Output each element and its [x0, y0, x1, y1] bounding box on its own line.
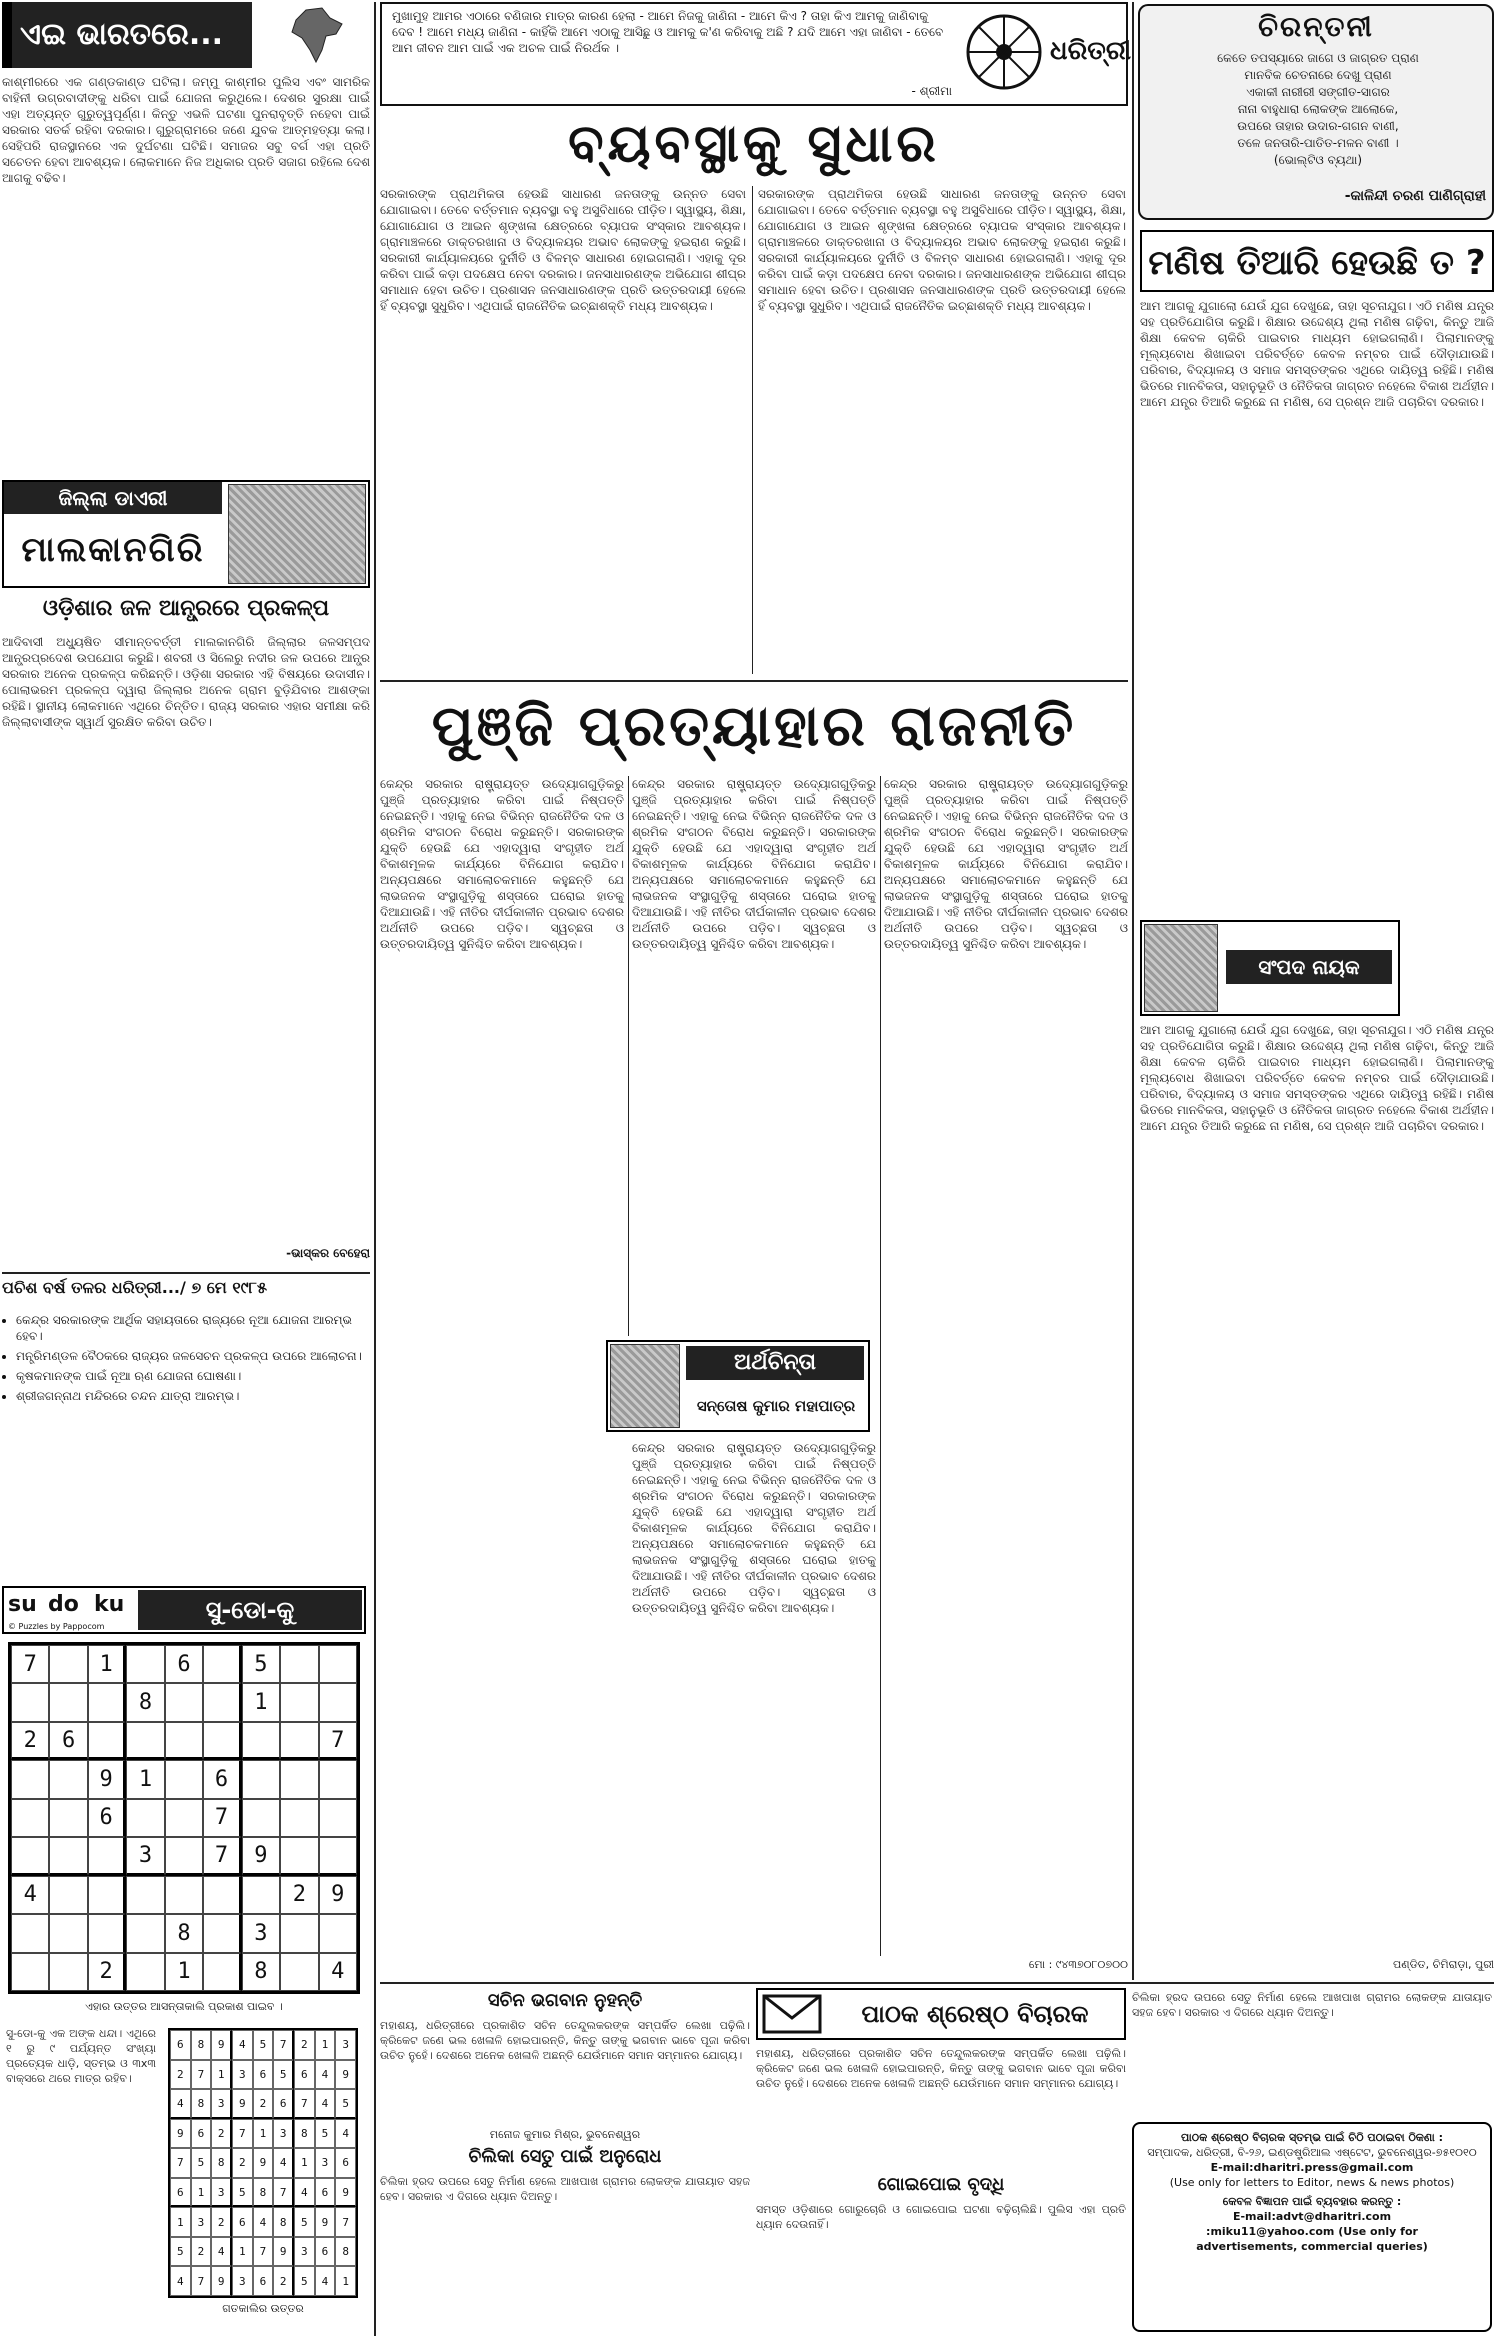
sudoku-cell: 1: [165, 1953, 203, 1991]
sudoku-cell: [319, 1683, 357, 1721]
chiranthani-box: [1138, 4, 1494, 220]
sudoku-solution-cell: 4: [294, 2178, 315, 2208]
sudoku-title-bar: [2, 1586, 366, 1634]
sudoku-cell: [280, 1645, 318, 1683]
history-item: • ମନ୍ତ୍ରିମଣ୍ଡଳ ବୈଠକରେ ରାଜ୍ୟର ଜଳସେଚନ ପ୍ରକଳ୍ପ ଉପରେ ଆଲୋଚନା।: [16, 1348, 368, 1364]
sudoku-solution-cell: 4: [315, 2060, 336, 2090]
history-item: • କେନ୍ଦ୍ର ସରକାରଙ୍କ ଆର୍ଥିକ ସହାୟତାରେ ରାଜ୍ୟରେ ନୂଆ ଯୋଜନା ଆରମ୍ଭ ହେବ।: [16, 1312, 368, 1344]
sudoku-solution-cell: 7: [273, 2178, 294, 2208]
sudoku-cell: [203, 1645, 241, 1683]
sudoku-solution-cell: 5: [170, 2237, 191, 2267]
sudoku-cell: [11, 1953, 49, 1991]
sudoku-solution-cell: 4: [170, 2089, 191, 2119]
sudoku-cell: [11, 1683, 49, 1721]
sudoku-solution-cell: 9: [273, 2237, 294, 2267]
article2-body-col2b: କେନ୍ଦ୍ର ସରକାର ରାଷ୍ଟ୍ରାୟତ୍ତ ଉଦ୍ୟୋଗଗୁଡ଼ିକରୁ ପୁଞ୍ଜି ପ୍ରତ୍ୟାହାର କରିବା ପାଇଁ ନିଷ୍ପତ୍ତି ନେଇଛନ୍ତି। ଏହାକୁ ନେଇ ବିଭିନ୍ନ ରାଜନୈତିକ ଦଳ ଓ ଶ୍ରମିକ ସଂଗଠନ ବିରୋଧ କରୁଛନ୍ତି। ସରକାରଙ୍କ ଯୁକ୍ତି ହେଉଛି ଯେ ଏହାଦ୍ୱାରା ସଂଗୃହୀତ ଅର୍ଥ ବିକାଶମୂଳକ କାର୍ଯ୍ୟରେ ବିନିଯୋଗ କରାଯିବ। ଅନ୍ୟପକ୍ଷରେ ସମାଲୋଚକମାନେ କହୁଛନ୍ତି ଯେ ଲାଭଜନକ ସଂସ୍ଥାଗୁଡ଼ିକୁ ଶସ୍ତାରେ ଘରୋଇ ହାତକୁ ଦିଆଯାଉଛି। ଏହି ନୀତିର ଦୀର୍ଘକାଳୀନ ପ୍ରଭାବ ଦେଶର ଅର୍ଥନୀତି ଉପରେ ପଡ଼ିବ। ସ୍ୱଚ୍ଛତା ଓ ଉତ୍ତରଦାୟିତ୍ୱ ସୁନିଶ୍ଚିତ କରିବା ଆବଶ୍ୟକ।: [632, 1441, 876, 1615]
district-label: ଜିଲ୍ଲା ଡାଏରୀ: [4, 482, 222, 514]
sudoku-solution-cell: 2: [273, 2266, 294, 2296]
sudoku-solution-cell: 4: [211, 2237, 232, 2267]
sudoku-solution-cell: 6: [232, 2207, 253, 2237]
sudoku-solution-cell: 6: [294, 2060, 315, 2090]
sudoku-solution-cell: 7: [191, 2060, 212, 2090]
article2-body-col2: କେନ୍ଦ୍ର ସରକାର ରାଷ୍ଟ୍ରାୟତ୍ତ ଉଦ୍ୟୋଗଗୁଡ଼ିକରୁ ପୁଞ୍ଜି ପ୍ରତ୍ୟାହାର କରିବା ପାଇଁ ନିଷ୍ପତ୍ତି ନେଇଛନ୍ତି। ଏହାକୁ ନେଇ ବିଭିନ୍ନ ରାଜନୈତିକ ଦଳ ଓ ଶ୍ରମିକ ସଂଗଠନ ବିରୋଧ କରୁଛନ୍ତି। ସରକାରଙ୍କ ଯୁକ୍ତି ହେଉଛି ଯେ ଏହାଦ୍ୱାରା ସଂଗୃହୀତ ଅର୍ଥ ବିକାଶମୂଳକ କାର୍ଯ୍ୟରେ ବିନିଯୋଗ କରାଯିବ। ଅନ୍ୟପକ୍ଷରେ ସମାଲୋଚକମାନେ କହୁଛନ୍ତି ଯେ ଲାଭଜନକ ସଂସ୍ଥାଗୁଡ଼ିକୁ ଶସ୍ତାରେ ଘରୋଇ ହାତକୁ ଦିଆଯାଉଛି। ଏହି ନୀତିର ଦୀର୍ଘକାଳୀନ ପ୍ରଭାବ ଦେଶର ଅର୍ଥନୀତି ଉପରେ ପଡ଼ିବ। ସ୍ୱଚ୍ଛତା ଓ ଉତ୍ତରଦାୟିତ୍ୱ ସୁନିଶ୍ଚିତ କରିବା ଆବଶ୍ୟକ।: [632, 777, 876, 951]
quote-author: - ଶ୍ରୀମା: [911, 84, 952, 98]
sudoku-solution-cell: 8: [253, 2178, 274, 2208]
sudoku-cell: [126, 1953, 164, 1991]
right-article-body-2: ଆମ ଆଗକୁ ଯୁଗାଲୋ ଯେଉଁ ଯୁଗ ଦେଖୁଛେ, ତାହା ସୂଚନାଯୁଗ। ଏଠି ମଣିଷ ଯନ୍ତ୍ର ସହ ପ୍ରତିଯୋଗିତା କରୁଛି। ଶିକ୍ଷାର ଉଦ୍ଦେଶ୍ୟ ଥିଲା ମଣିଷ ଗଢ଼ିବା, କିନ୍ତୁ ଆଜି ଶିକ୍ଷା କେବଳ ଚାକିରି ପାଇବାର ମାଧ୍ୟମ ହୋଇଗଲାଣି। ପିଲାମାନଙ୍କୁ ମୂଲ୍ୟବୋଧ ଶିଖାଇବା ପରିବର୍ତ୍ତେ କେବଳ ନମ୍ବର ପାଇଁ ଦୌଡ଼ାଯାଉଛି। ପରିବାର, ବିଦ୍ୟାଳୟ ଓ ସମାଜ ସମସ୍ତଙ୍କର ଏଥିରେ ଦାୟିତ୍ୱ ରହିଛି। ମଣିଷ ଭିତରେ ମାନବିକତା, ସହାନୁଭୂତି ଓ ନୈତିକତା ଜାଗ୍ରତ ନହେଲେ ବିକାଶ ଅର୍ଥହୀନ। ଆମେ ଯନ୍ତ୍ର ତିଆରି କରୁଛେ ନା ମଣିଷ, ସେ ପ୍ରଶ୍ନ ଆଜି ପଚାରିବା ଦରକାର।: [1140, 1023, 1494, 1133]
sudoku-cell: 6: [165, 1645, 203, 1683]
contact-email-editor[interactable]: E-mail:dharitri.press@gmail.com: [1210, 2161, 1414, 2174]
sudoku-cell: [319, 1760, 357, 1798]
author-photo: [1144, 924, 1218, 1012]
sudoku-title-ku: ku: [94, 1592, 125, 1617]
sudoku-solution-cell: 4: [253, 2207, 274, 2237]
sudoku-cell: [319, 1799, 357, 1837]
contact-email-editor-note: (Use only for letters to Editor, news & news photos): [1169, 2176, 1455, 2189]
sudoku-solution-cell: 6: [273, 2089, 294, 2119]
sudoku-cell: [165, 1799, 203, 1837]
sudoku-cell: [242, 1876, 280, 1914]
sudoku-solution-cell: 5: [273, 2060, 294, 2090]
sudoku-solution-cell: 6: [253, 2060, 274, 2090]
chiranthani-author: -କାଳିନ୍ଦୀ ଚରଣ ପାଣିଗ୍ରାହୀ: [1344, 188, 1486, 204]
sudoku-cell: [49, 1799, 87, 1837]
contact-intro: ପାଠକ ଶ୍ରେଷ୍ଠ ବିଚାରକ ସ୍ତମ୍ଭ ପାଇଁ ଚିଠି ପଠାଇବା ଠିକଣା :: [1181, 2131, 1443, 2144]
sudoku-solution-cell: 3: [232, 2060, 253, 2090]
letters-col3-body: ଚିଲିକା ହ୍ରଦ ଉପରେ ସେତୁ ନିର୍ମାଣ ହେଲେ ଆଖପାଖ ଗ୍ରାମର ଲୋକଙ୍କ ଯାତାୟାତ ସହଜ ହେବ। ସରକାର ଏ ଦିଗରେ ଧ୍ୟାନ ଦିଅନ୍ତୁ।: [1132, 1991, 1492, 2019]
sudoku-cell: 8: [165, 1914, 203, 1952]
sudoku-cell: 2: [11, 1722, 49, 1760]
sudoku-solution-cell: 5: [294, 2207, 315, 2237]
district-diary: [2, 480, 370, 588]
sudoku-cell: [49, 1837, 87, 1875]
sudoku-solution-cell: 9: [335, 2178, 356, 2208]
sudoku-rules: ସୁ-ଡୋ-କୁ ଏକ ଅଙ୍କ ଧନ୍ଦା। ଏଥିରେ ୧ ରୁ ୯ ପର୍ଯ୍ୟନ୍ତ ସଂଖ୍ୟା ପ୍ରତ୍ୟେକ ଧାଡ଼ି, ସ୍ତମ୍ଭ ଓ ୩x୩ ବାକ୍ସରେ ଥରେ ମାତ୍ର ରହିବ।: [6, 2027, 156, 2085]
letters-section: [380, 1986, 1494, 2336]
sudoku-solution-cell: 8: [273, 2207, 294, 2237]
article2-body-col3: କେନ୍ଦ୍ର ସରକାର ରାଷ୍ଟ୍ରାୟତ୍ତ ଉଦ୍ୟୋଗଗୁଡ଼ିକରୁ ପୁଞ୍ଜି ପ୍ରତ୍ୟାହାର କରିବା ପାଇଁ ନିଷ୍ପତ୍ତି ନେଇଛନ୍ତି। ଏହାକୁ ନେଇ ବିଭିନ୍ନ ରାଜନୈତିକ ଦଳ ଓ ଶ୍ରମିକ ସଂଗଠନ ବିରୋଧ କରୁଛନ୍ତି। ସରକାରଙ୍କ ଯୁକ୍ତି ହେଉଛି ଯେ ଏହାଦ୍ୱାରା ସଂଗୃହୀତ ଅର୍ଥ ବିକାଶମୂଳକ କାର୍ଯ୍ୟରେ ବିନିଯୋଗ କରାଯିବ। ଅନ୍ୟପକ୍ଷରେ ସମାଲୋଚକମାନେ କହୁଛନ୍ତି ଯେ ଲାଭଜନକ ସଂସ୍ଥାଗୁଡ଼ିକୁ ଶସ୍ତାରେ ଘରୋଇ ହାତକୁ ଦିଆଯାଉଛି। ଏହି ନୀତିର ଦୀର୍ଘକାଳୀନ ପ୍ରଭାବ ଦେଶର ଅର୍ଥନୀତି ଉପରେ ପଡ଼ିବ। ସ୍ୱଚ୍ଛତା ଓ ଉତ୍ତରଦାୟିତ୍ୱ ସୁନିଶ୍ଚିତ କରିବା ଆବଶ୍ୟକ।: [884, 777, 1128, 951]
sudoku-cell: 3: [126, 1837, 164, 1875]
sudoku-solution-cell: 6: [335, 2148, 356, 2178]
sudoku-cell: [126, 1645, 164, 1683]
sudoku-cell: 1: [242, 1683, 280, 1721]
right-author-label: ସଂପଦ ନାୟକ: [1226, 950, 1392, 984]
right-article-body: ଆମ ଆଗକୁ ଯୁଗାଲୋ ଯେଉଁ ଯୁଗ ଦେଖୁଛେ, ତାହା ସୂଚନାଯୁଗ। ଏଠି ମଣିଷ ଯନ୍ତ୍ର ସହ ପ୍ରତିଯୋଗିତା କରୁଛି। ଶିକ୍ଷାର ଉଦ୍ଦେଶ୍ୟ ଥିଲା ମଣିଷ ଗଢ଼ିବା, କିନ୍ତୁ ଆଜି ଶିକ୍ଷା କେବଳ ଚାକିରି ପାଇବାର ମାଧ୍ୟମ ହୋଇଗଲାଣି। ପିଲାମାନଙ୍କୁ ମୂଲ୍ୟବୋଧ ଶିଖାଇବା ପରିବର୍ତ୍ତେ କେବଳ ନମ୍ବର ପାଇଁ ଦୌଡ଼ାଯାଉଛି। ପରିବାର, ବିଦ୍ୟାଳୟ ଓ ସମାଜ ସମସ୍ତଙ୍କର ଏଥିରେ ଦାୟିତ୍ୱ ରହିଛି। ମଣିଷ ଭିତରେ ମାନବିକତା, ସହାନୁଭୂତି ଓ ନୈତିକତା ଜାଗ୍ରତ ନହେଲେ ବିକାଶ ଅର୍ଥହୀନ। ଆମେ ଯନ୍ତ୍ର ତିଆରି କରୁଛେ ନା ମଣିଷ, ସେ ପ୍ରଶ୍ନ ଆଜି ପଚାରିବା ଦରକାର।: [1140, 299, 1494, 409]
sudoku-solution-cell: 4: [335, 2119, 356, 2149]
sudoku-cell: [203, 1683, 241, 1721]
sudoku-title-odia: ସୁ-ଡୋ-କୁ: [138, 1590, 362, 1630]
sudoku-cell: 1: [88, 1645, 126, 1683]
editorial-body-col2: ସରକାରଙ୍କ ପ୍ରାଥମିକତା ହେଉଛି ସାଧାରଣ ଜନତାଙ୍କୁ ଉନ୍ନତ ସେବା ଯୋଗାଇବା। ତେବେ ବର୍ତ୍ତମାନ ବ୍ୟବସ୍ଥା ବହୁ ଅସୁବିଧାରେ ପୀଡ଼ିତ। ସ୍ୱାସ୍ଥ୍ୟ, ଶିକ୍ଷା, ଯୋଗାଯୋଗ ଓ ଆଇନ ଶୃଙ୍ଖଳା କ୍ଷେତ୍ରରେ ବ୍ୟାପକ ସଂସ୍କାର ଆବଶ୍ୟକ। ଗ୍ରାମାଞ୍ଚଳରେ ଡାକ୍ତରଖାନା ଓ ବିଦ୍ୟାଳୟର ଅଭାବ ଲୋକଙ୍କୁ ହଇରାଣ କରୁଛି। ସରକାରୀ କାର୍ଯ୍ୟାଳୟରେ ଦୁର୍ନୀତି ଓ ବିଳମ୍ବ ସାଧାରଣ ହୋଇଗଲାଣି। ଏହାକୁ ଦୂର କରିବା ପାଇଁ କଡ଼ା ପଦକ୍ଷେପ ନେବା ଦରକାର। ଜନସାଧାରଣଙ୍କ ଅଭିଯୋଗ ଶୀଘ୍ର ସମାଧାନ ହେବା ଉଚିତ। ପ୍ରଶାସନ ଜନସାଧାରଣଙ୍କ ପ୍ରତି ଉତ୍ତରଦାୟୀ ହେଲେ ହିଁ ବ୍ୟବସ୍ଥା ସୁଧୁରିବ। ଏଥିପାଇଁ ରାଜନୈତିକ ଇଚ୍ଛାଶକ୍ତି ମଧ୍ୟ ଆବଶ୍ୟକ।: [758, 187, 1126, 313]
sudoku-cell: [11, 1837, 49, 1875]
sudoku-cell: [88, 1683, 126, 1721]
sudoku-solution-cell: 9: [211, 2030, 232, 2060]
sudoku-solution-cell: 2: [294, 2030, 315, 2060]
india-map-icon: [286, 6, 346, 64]
sudoku-solution-cell: 7: [294, 2089, 315, 2119]
sudoku-cell: [88, 1837, 126, 1875]
sudoku-solution-label: ଗତକାଲିର ଉତ୍ତର: [222, 2302, 304, 2315]
sudoku-cell: [319, 1837, 357, 1875]
sudoku-solution-cell: 3: [191, 2207, 212, 2237]
letter2-body: ଚିଲିକା ହ୍ରଦ ଉପରେ ସେତୁ ନିର୍ମାଣ ହେଲେ ଆଖପାଖ ଗ୍ରାମର ଲୋକଙ୍କ ଯାତାୟାତ ସହଜ ହେବ। ସରକାର ଏ ଦିଗରେ ଧ୍ୟାନ ଦିଅନ୍ତୁ।: [380, 2175, 750, 2203]
best-reader-body: ମହାଶୟ, ଧରିତ୍ରୀରେ ପ୍ରକାଶିତ ସଚିନ ତେନ୍ଦୁଲକରଙ୍କ ସମ୍ପର୍କିତ ଲେଖା ପଢ଼ିଲି। କ୍ରିକେଟ ଜଣେ ଭଲ ଖେଳାଳି ହୋଇପାରନ୍ତି, କିନ୍ତୁ ତାଙ୍କୁ ଭଗବାନ ଭାବେ ପୂଜା କରିବା ଉଚିତ ନୁହେଁ। ଦେଶରେ ଅନେକ ଖେଳାଳି ଅଛନ୍ତି ଯେଉଁମାନେ ସମାନ ସମ୍ମାନର ଯୋଗ୍ୟ।: [756, 2047, 1126, 2090]
sudoku-cell: [165, 1683, 203, 1721]
sudoku-cell: 8: [242, 1953, 280, 1991]
sudoku-solution-cell: 6: [170, 2030, 191, 2060]
sudoku-cell: 2: [88, 1953, 126, 1991]
letter1-title: ସଚିନ ଭଗବାନ ନୁହନ୍ତି: [487, 1990, 643, 2011]
sudoku-solution-cell: 9: [335, 2060, 356, 2090]
sudoku-solution-cell: 1: [211, 2060, 232, 2090]
sudoku-cell: [49, 1683, 87, 1721]
sudoku-cell: [280, 1683, 318, 1721]
sudoku-solution-cell: 2: [253, 2089, 274, 2119]
sudoku-solution-cell: 7: [273, 2030, 294, 2060]
column-eibharatare: [2, 2, 370, 472]
sudoku-solution-cell: 4: [315, 2089, 336, 2119]
sudoku-cell: [280, 1837, 318, 1875]
chiranthani-title: ଚିରନ୍ତନୀ: [1258, 10, 1374, 43]
contact-address: ସମ୍ପାଦକ, ଧରିତ୍ରୀ, ବି-୨୬, ଇଣ୍ଡଷ୍ଟ୍ରିଆଲ ଏଷ୍ଟେଟ, ଭୁବନେଶ୍ୱର-୭୫୧୦୧୦: [1147, 2146, 1477, 2159]
sudoku-solution-cell: 5: [253, 2030, 274, 2060]
sudoku-solution-cell: 8: [294, 2119, 315, 2149]
sudoku-title-su: su: [8, 1592, 37, 1617]
sudoku-cell: [319, 1914, 357, 1952]
sudoku-cell: [280, 1914, 318, 1952]
sudoku-solution-cell: 8: [335, 2237, 356, 2267]
right-article-headline: ମଣିଷ ତିଆରି ହେଉଛି ତ ?: [1140, 230, 1494, 292]
history-list: [2, 1312, 368, 1576]
letter1-body: ମହାଶୟ, ଧରିତ୍ରୀରେ ପ୍ରକାଶିତ ସଚିନ ତେନ୍ଦୁଲକରଙ୍କ ସମ୍ପର୍କିତ ଲେଖା ପଢ଼ିଲି। କ୍ରିକେଟ ଜଣେ ଭଲ ଖେଳାଳି ହୋଇପାରନ୍ତି, କିନ୍ତୁ ତାଙ୍କୁ ଭଗବାନ ଭାବେ ପୂଜା କରିବା ଉଚିତ ନୁହେଁ। ଦେଶରେ ଅନେକ ଖେଳାଳି ଅଛନ୍ତି ଯେଉଁମାନେ ସମାନ ସମ୍ମାନର ଯୋଗ୍ୟ।: [380, 2019, 750, 2062]
sudoku-solution-cell: 7: [191, 2266, 212, 2296]
chakra-logo-icon: [964, 12, 1044, 92]
sudoku-solution-cell: 5: [294, 2266, 315, 2296]
sudoku-cell: [88, 1914, 126, 1952]
sudoku-cell: [49, 1914, 87, 1952]
column-body: କାଶ୍ମୀରରେ ଏକ ଗଣ୍ଡକାଣ୍ଡ ଘଟିଲା। ଜମ୍ମୁ କାଶ୍ମୀର ପୁଲିସ ଏବଂ ସାମରିକ ବାହିନୀ ଉଗ୍ରବାଦୀଙ୍କୁ ଧରିବା ପାଇଁ ଯୋଜନା କରୁଥିଲେ। ଦେଶର ସୁରକ୍ଷା ପାଇଁ ଏହା ଅତ୍ୟନ୍ତ ଗୁରୁତ୍ୱପୂର୍ଣ୍ଣ। କିନ୍ତୁ ଏଭଳି ଘଟଣା ପୁନରାବୃତ୍ତି ନହେବା ପାଇଁ ସରକାର ସତର୍କ ରହିବା ଦରକାର। ଗୁରୁଗ୍ରାମରେ ଜଣେ ଯୁବକ ଆତ୍ମହତ୍ୟା କଲା। ସେହିପରି ରାଜସ୍ଥାନରେ ଏକ ଦୁର୍ଘଟଣା ଘଟିଛି। ସମାଜର ସବୁ ବର୍ଗ ଏହା ପ୍ରତି ସଚେତନ ହେବା ଆବଶ୍ୟକ। ଲୋକମାନେ ନିଜ ଅଧିକାର ପ୍ରତି ସଜାଗ ରହିଲେ ଦେଶ ଆଗକୁ ବଢିବ।: [2, 75, 370, 185]
sudoku-solution-cell: 8: [191, 2089, 212, 2119]
sudoku-solution-cell: 9: [315, 2207, 336, 2237]
right-article-signoff: ପଣ୍ଡିତ, ଚିମିରାଡ଼ା, ପୁରୀ: [1393, 1958, 1494, 1971]
article2-author-box: [606, 1340, 870, 1432]
sudoku-cell: [126, 1799, 164, 1837]
right-author-box: [1140, 920, 1400, 1016]
sudoku-solution-cell: 2: [191, 2237, 212, 2267]
sudoku-cell: 7: [203, 1799, 241, 1837]
sudoku-cell: [203, 1953, 241, 1991]
sudoku-solution-cell: 3: [335, 2030, 356, 2060]
contact-email-ads-2[interactable]: :miku11@yahoo.com (Use only for: [1206, 2225, 1418, 2238]
sudoku-solution-cell: 4: [170, 2266, 191, 2296]
sudoku-cell: 9: [242, 1837, 280, 1875]
article2-author: ସନ୍ତୋଷ କୁମାର ମହାପାତ୍ର: [696, 1397, 856, 1415]
sudoku-solution-cell: 3: [315, 2148, 336, 2178]
sudoku-solution-cell: 6: [191, 2119, 212, 2149]
sudoku-solution-cell: 3: [273, 2119, 294, 2149]
sudoku-cell: [126, 1876, 164, 1914]
sudoku-solution-cell: 9: [253, 2148, 274, 2178]
editorial-body-col1: ସରକାରଙ୍କ ପ୍ରାଥମିକତା ହେଉଛି ସାଧାରଣ ଜନତାଙ୍କୁ ଉନ୍ନତ ସେବା ଯୋଗାଇବା। ତେବେ ବର୍ତ୍ତମାନ ବ୍ୟବସ୍ଥା ବହୁ ଅସୁବିଧାରେ ପୀଡ଼ିତ। ସ୍ୱାସ୍ଥ୍ୟ, ଶିକ୍ଷା, ଯୋଗାଯୋଗ ଓ ଆଇନ ଶୃଙ୍ଖଳା କ୍ଷେତ୍ରରେ ବ୍ୟାପକ ସଂସ୍କାର ଆବଶ୍ୟକ। ଗ୍ରାମାଞ୍ଚଳରେ ଡାକ୍ତରଖାନା ଓ ବିଦ୍ୟାଳୟର ଅଭାବ ଲୋକଙ୍କୁ ହଇରାଣ କରୁଛି। ସରକାରୀ କାର୍ଯ୍ୟାଳୟରେ ଦୁର୍ନୀତି ଓ ବିଳମ୍ବ ସାଧାରଣ ହୋଇଗଲାଣି। ଏହାକୁ ଦୂର କରିବା ପାଇଁ କଡ଼ା ପଦକ୍ଷେପ ନେବା ଦରକାର। ଜନସାଧାରଣଙ୍କ ଅଭିଯୋଗ ଶୀଘ୍ର ସମାଧାନ ହେବା ଉଚିତ। ପ୍ରଶାସନ ଜନସାଧାରଣଙ୍କ ପ୍ରତି ଉତ୍ତରଦାୟୀ ହେଲେ ହିଁ ବ୍ୟବସ୍ଥା ସୁଧୁରିବ। ଏଥିପାଇଁ ରାଜନୈତିକ ଇଚ୍ଛାଶକ୍ତି ମଧ୍ୟ ଆବଶ୍ୟକ।: [380, 187, 746, 313]
sudoku-cell: 9: [319, 1876, 357, 1914]
sudoku-cell: [280, 1722, 318, 1760]
contact-box: [1132, 2122, 1492, 2332]
article2-contact: ମୋ : ୯୪୩୭୦୮୦୭୦୦: [1028, 1958, 1128, 1971]
sudoku-cell: [203, 1876, 241, 1914]
quote-box: [380, 2, 1132, 106]
sudoku-solution-cell: 5: [315, 2119, 336, 2149]
history-title: ପଚିଶ ବର୍ଷ ତଳର ଧରିତ୍ରୀ.../ ୭ ମେ ୧୯୮୫: [2, 1278, 267, 1297]
district-headline: ଓଡ଼ିଶାର ଜଳ ଆନ୍ଧ୍ରରେ ପ୍ରକଳ୍ପ: [42, 596, 330, 621]
sudoku-solution-cell: 1: [232, 2237, 253, 2267]
envelope-icon: [762, 1994, 822, 2034]
sudoku-cell: 4: [11, 1876, 49, 1914]
sudoku-cell: [203, 1722, 241, 1760]
logo-name: ଧରିତ୍ରୀ: [1050, 36, 1132, 66]
sudoku-solution-cell: 9: [170, 2119, 191, 2149]
sudoku-cell: 7: [11, 1645, 49, 1683]
district-photo: [228, 484, 366, 584]
contact-email-ads[interactable]: E-mail:advt@dharitri.com: [1232, 2210, 1392, 2223]
sudoku-credit: © Puzzles by Pappocom: [8, 1622, 105, 1631]
sudoku-cell: 5: [242, 1645, 280, 1683]
sudoku-cell: [280, 1799, 318, 1837]
district-name: ମାଲକାନଗିରି: [21, 530, 205, 570]
sudoku-cell: [11, 1799, 49, 1837]
sudoku-cell: [11, 1760, 49, 1798]
sudoku-cell: 8: [126, 1683, 164, 1721]
sudoku-cell: [165, 1722, 203, 1760]
sudoku-grid: [8, 1642, 360, 1994]
sudoku-cell: 6: [88, 1799, 126, 1837]
sudoku-cell: [280, 1760, 318, 1798]
sudoku-cell: [49, 1760, 87, 1798]
sudoku-cell: [88, 1876, 126, 1914]
sudoku-solution-cell: 5: [335, 2089, 356, 2119]
sudoku-cell: [165, 1837, 203, 1875]
sudoku-cell: [49, 1876, 87, 1914]
quote-text: ମୁଖାମୁହ ଆମର ଏଠାରେ ବଣିଜାର ମାତ୍ର କାରଣ ହେଲା - ଆମେ ନିଜକୁ ଜାଣିନା - ଆମେ କିଏ ? ତାହା କିଏ ଆମକୁ ଜାଣିବାକୁ ଦେବ ! ଆମେ ମଧ୍ୟ ଜାଣିନା - କାହିଁକି ଆମେ ଏଠାକୁ ଆସିଛୁ ଓ ଆମକୁ କ'ଣ କରିବାକୁ ଅଛି ? ଯଦି ଆମେ ଏହା ଜାଣିବା - ତେବେ ଆମ ଜୀବନ ଆମ ପାଇଁ ଏକ ଅଚଳ ପାଇଁ ନିରର୍ଥକ ।: [392, 9, 944, 55]
sudoku-cell: 7: [203, 1837, 241, 1875]
sudoku-cell: 7: [319, 1722, 357, 1760]
sudoku-solution-cell: 8: [211, 2148, 232, 2178]
sudoku-cell: [319, 1645, 357, 1683]
letter1-sign: ମନୋଜ କୁମାର ମିଶ୍ର, ଭୁବନେଶ୍ୱର: [489, 2128, 641, 2141]
letter2-title: ଚିଲିକା ସେତୁ ପାଇଁ ଅନୁରୋଧ: [468, 2146, 662, 2167]
sudoku-solution-cell: 6: [253, 2266, 274, 2296]
sudoku-solution-cell: 2: [211, 2119, 232, 2149]
sudoku-solution-grid: [168, 2028, 358, 2298]
sudoku-cell: [203, 1914, 241, 1952]
editorial-headline: ବ୍ୟବସ୍ଥାକୁ ସୁଧାର: [568, 114, 940, 174]
sudoku-solution-cell: 4: [315, 2266, 336, 2296]
sudoku-solution-cell: 7: [170, 2148, 191, 2178]
best-reader-title: ପାଠକ ଶ୍ରେଷ୍ଠ ବିଚାରକ: [861, 2000, 1089, 2028]
contact-email-ads-note: advertisements, commercial queries): [1196, 2240, 1428, 2253]
sudoku-cell: [242, 1799, 280, 1837]
sudoku-solution-cell: 3: [232, 2266, 253, 2296]
sudoku-solution-cell: 1: [253, 2119, 274, 2149]
sudoku-solution-cell: 7: [232, 2119, 253, 2149]
sudoku-cell: 3: [242, 1914, 280, 1952]
sudoku-section: [2, 1586, 370, 2336]
sudoku-cell: [280, 1953, 318, 1991]
sudoku-solution-cell: 3: [211, 2089, 232, 2119]
sudoku-solution-cell: 6: [315, 2178, 336, 2208]
sudoku-cell: 4: [319, 1953, 357, 1991]
best-reader-box: [756, 1988, 1126, 2040]
sudoku-solution-cell: 1: [170, 2207, 191, 2237]
letter3-body: ସମସ୍ତ ଓଡ଼ିଶାରେ ଗୋରୁଚୋରି ଓ ଗୋଇପୋଇ ଘଟଣା ବଢ଼ିଚାଲିଛି। ପୁଲିସ ଏହା ପ୍ରତି ଧ୍ୟାନ ଦେଉନାହିଁ।: [756, 2203, 1126, 2231]
history-item: • ଶ୍ରୀଜଗନ୍ନାଥ ମନ୍ଦିରରେ ଚନ୍ଦନ ଯାତ୍ରା ଆରମ୍ଭ।: [16, 1388, 368, 1404]
sudoku-solution-cell: 2: [211, 2207, 232, 2237]
sudoku-cell: 6: [49, 1722, 87, 1760]
sudoku-solution-cell: 5: [232, 2178, 253, 2208]
sudoku-solution-cell: 2: [170, 2060, 191, 2090]
letter3-title: ଗୋଇପୋଇ ବୃଦ୍ଧି: [877, 2174, 1005, 2195]
article2-headline: ପୁଞ୍ଜି ପ୍ରତ୍ୟାହାର ରାଜନୀତି: [431, 694, 1077, 759]
sudoku-cell: [49, 1645, 87, 1683]
article2-body-col1: କେନ୍ଦ୍ର ସରକାର ରାଷ୍ଟ୍ରାୟତ୍ତ ଉଦ୍ୟୋଗଗୁଡ଼ିକରୁ ପୁଞ୍ଜି ପ୍ରତ୍ୟାହାର କରିବା ପାଇଁ ନିଷ୍ପତ୍ତି ନେଇଛନ୍ତି। ଏହାକୁ ନେଇ ବିଭିନ୍ନ ରାଜନୈତିକ ଦଳ ଓ ଶ୍ରମିକ ସଂଗଠନ ବିରୋଧ କରୁଛନ୍ତି। ସରକାରଙ୍କ ଯୁକ୍ତି ହେଉଛି ଯେ ଏହାଦ୍ୱାରା ସଂଗୃହୀତ ଅର୍ଥ ବିକାଶମୂଳକ କାର୍ଯ୍ୟରେ ବିନିଯୋଗ କରାଯିବ। ଅନ୍ୟପକ୍ଷରେ ସମାଲୋଚକମାନେ କହୁଛନ୍ତି ଯେ ଲାଭଜନକ ସଂସ୍ଥାଗୁଡ଼ିକୁ ଶସ୍ତାରେ ଘରୋଇ ହାତକୁ ଦିଆଯାଉଛି। ଏହି ନୀତିର ଦୀର୍ଘକାଳୀନ ପ୍ରଭାବ ଦେଶର ଅର୍ଥନୀତି ଉପରେ ପଡ଼ିବ। ସ୍ୱଚ୍ଛତା ଓ ଉତ୍ତରଦାୟିତ୍ୱ ସୁନିଶ୍ଚିତ କରିବା ଆବଶ୍ୟକ।: [380, 777, 624, 951]
district-body: ଆଦିବାସୀ ଅଧ୍ୟୁଷିତ ସୀମାନ୍ତବର୍ତ୍ତୀ ମାଲକାନଗିରି ଜିଲ୍ଲାର ଜଳସମ୍ପଦ ଆନ୍ଧ୍ରପ୍ରଦେଶ ଉପଯୋଗ କରୁଛି। ଶବରୀ ଓ ସିଲେରୁ ନଦୀର ଜଳ ଉପରେ ଆନ୍ଧ୍ର ସରକାର ଅନେକ ପ୍ରକଳ୍ପ କରିଛନ୍ତି। ଓଡ଼ିଶା ସରକାର ଏହି ବିଷୟରେ ଉଦାସୀନ। ପୋଲାଭରମ ପ୍ରକଳ୍ପ ଦ୍ୱାରା ଜିଲ୍ଲାର ଅନେକ ଗ୍ରାମ ବୁଡ଼ିଯିବାର ଆଶଙ୍କା ରହିଛି। ସ୍ଥାନୀୟ ଲୋକମାନେ ଏଥିରେ ଚିନ୍ତିତ। ରାଜ୍ୟ ସରକାର ଏହାର ସମୀକ୍ଷା କରି ଜିଲ୍ଲାବାସୀଙ୍କ ସ୍ୱାର୍ଥ ସୁରକ୍ଷିତ କରିବା ଉଚିତ।: [2, 635, 370, 729]
sudoku-solution-cell: 9: [232, 2089, 253, 2119]
contact-ads-intro: କେବଳ ବିଜ୍ଞାପନ ପାଇଁ ବ୍ୟବହାର କରନ୍ତୁ :: [1222, 2195, 1402, 2208]
column-title: ଏଇ ଭାରତରେ...: [2, 2, 252, 68]
sudoku-solution-cell: 7: [253, 2237, 274, 2267]
sudoku-cell: [165, 1876, 203, 1914]
sudoku-cell: [126, 1914, 164, 1952]
sudoku-cell: 9: [88, 1760, 126, 1798]
sudoku-cell: [242, 1760, 280, 1798]
sudoku-solution-cell: 5: [191, 2148, 212, 2178]
sudoku-solution-cell: 7: [335, 2207, 356, 2237]
sudoku-solution-cell: 1: [335, 2266, 356, 2296]
sudoku-solution-cell: 1: [315, 2030, 336, 2060]
district-byline: -ଭାସ୍କର ବେହେରା: [286, 1246, 370, 1260]
sudoku-cell: 2: [280, 1876, 318, 1914]
sudoku-answer-note: ଏହାର ଉତ୍ତର ଆସନ୍ତାକାଲି ପ୍ରକାଶ ପାଇବ ।: [85, 2000, 283, 2013]
article2-column-label: ଅର୍ଥଚିନ୍ତା: [686, 1346, 864, 1380]
sudoku-solution-cell: 1: [294, 2148, 315, 2178]
chiranthani-poem: କେତେ ତପସ୍ୟାରେ ଜାଗେ ଓ ଜାଗ୍ରତ ପ୍ରାଣ ମାନବିକ ଚେତନାରେ ଦେଖୁ ପ୍ରାଣ ଏକାକୀ ନାରୀରୀ ସଙ୍ଗୀତ-ସାଗର ନାନା ବାହୁଧାରା ଲୋକଙ୍କ ଆଲୋକେ, ଉପରେ ତାହାର ଉଦାର-ଗଗନ ବାଣୀ, ତଳେ ଜନତାରି-ପାତିତ-ମଳନ ବାଣୀ । (ଭୋଲ୍‌ଟିଓ ବ୍ୟଥା): [1217, 51, 1419, 167]
sudoku-solution-cell: 3: [211, 2178, 232, 2208]
sudoku-title-do: do: [48, 1592, 79, 1617]
sudoku-solution-cell: 9: [211, 2266, 232, 2296]
sudoku-solution-cell: 6: [170, 2178, 191, 2208]
sudoku-cell: 6: [203, 1760, 241, 1798]
sudoku-solution-cell: 4: [232, 2030, 253, 2060]
sudoku-cell: [242, 1722, 280, 1760]
sudoku-cell: [126, 1722, 164, 1760]
sudoku-cell: 1: [126, 1760, 164, 1798]
sudoku-solution-cell: 1: [191, 2178, 212, 2208]
sudoku-solution-cell: 3: [294, 2237, 315, 2267]
sudoku-cell: [88, 1722, 126, 1760]
author-photo: [610, 1344, 680, 1428]
sudoku-solution-cell: 4: [273, 2148, 294, 2178]
history-item: • କୃଷକମାନଙ୍କ ପାଇଁ ନୂଆ ଋଣ ଯୋଜନା ଘୋଷଣା।: [16, 1368, 368, 1384]
sudoku-solution-cell: 8: [191, 2030, 212, 2060]
sudoku-solution-cell: 6: [315, 2237, 336, 2267]
sudoku-cell: [49, 1953, 87, 1991]
sudoku-cell: [165, 1760, 203, 1798]
sudoku-cell: [11, 1914, 49, 1952]
sudoku-solution-cell: 2: [232, 2148, 253, 2178]
